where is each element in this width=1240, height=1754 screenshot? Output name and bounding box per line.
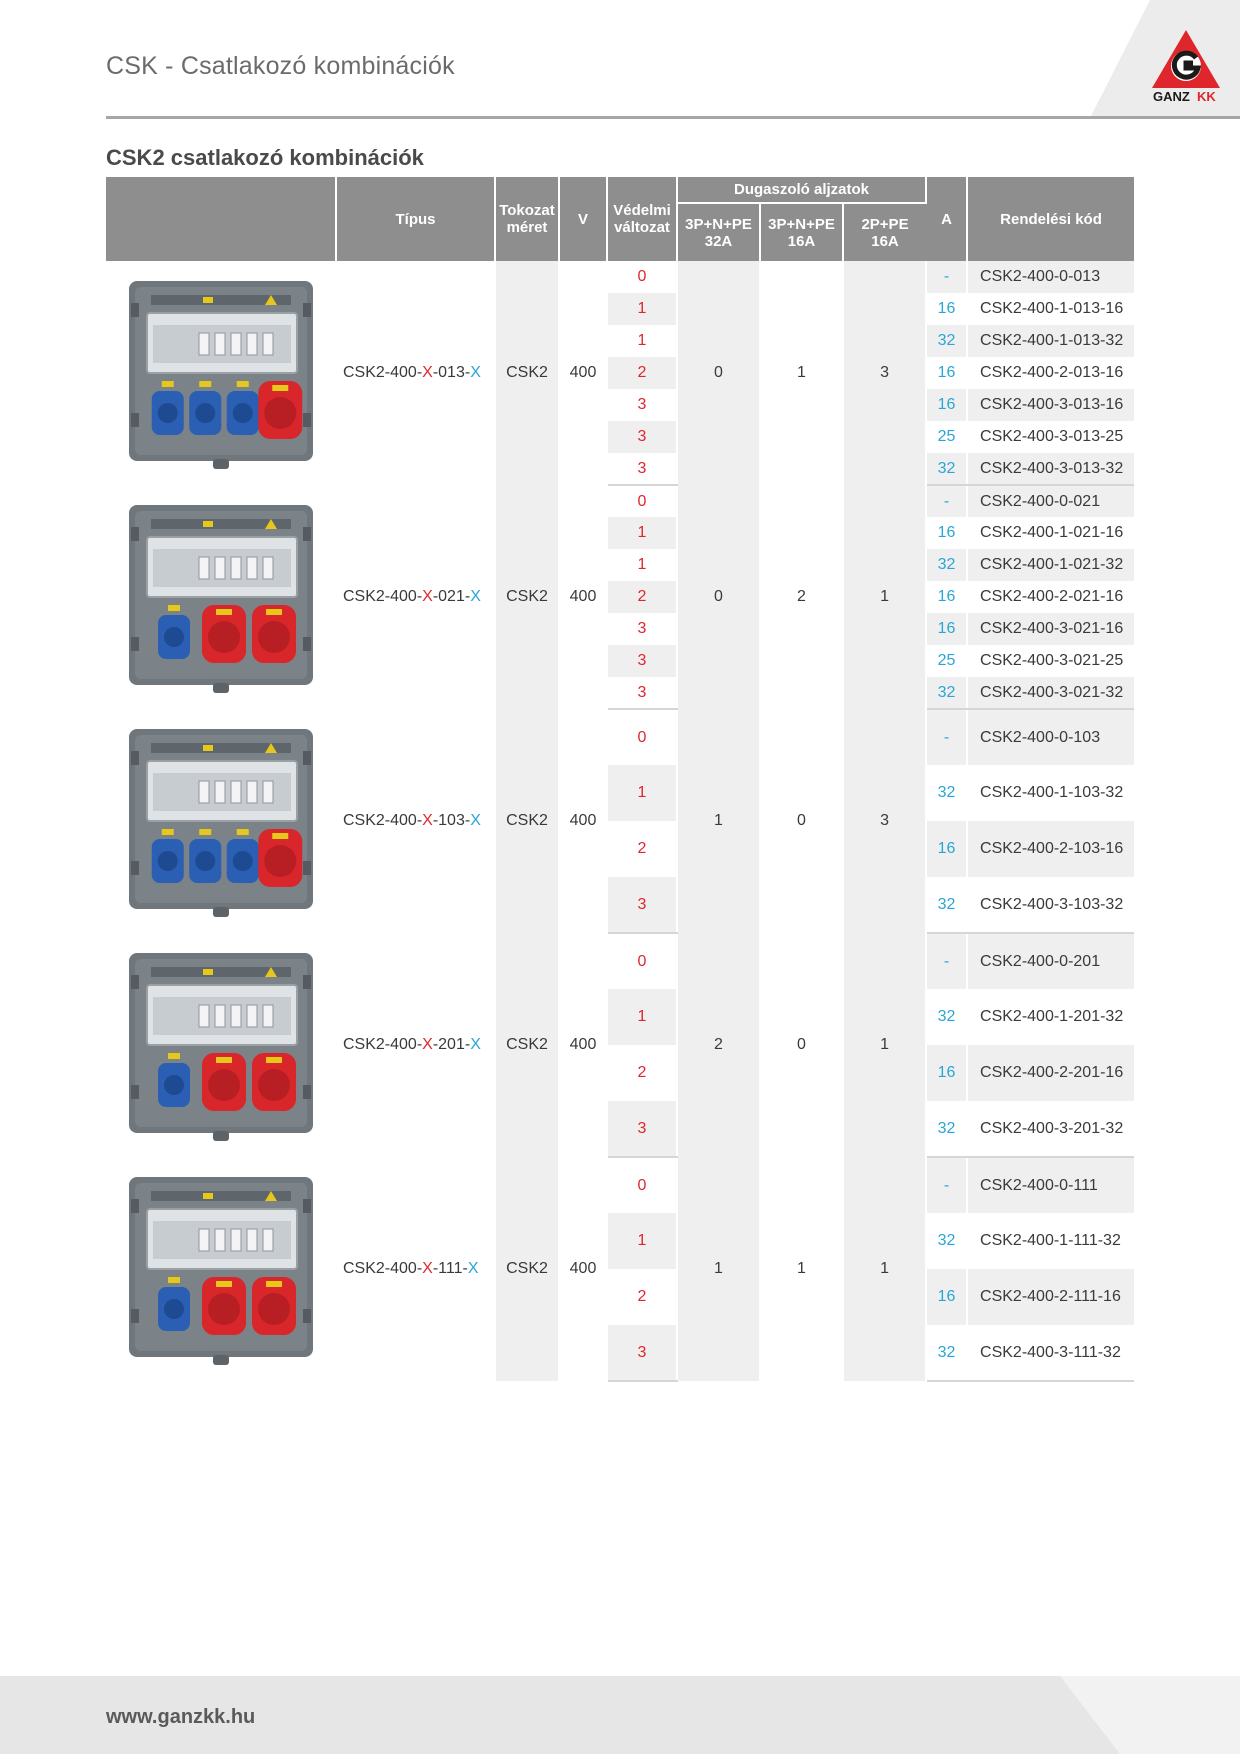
enclosure-image [121, 497, 321, 697]
header-amp: A [926, 177, 967, 261]
amp-cell: 16 [926, 581, 967, 613]
product-image-cell [106, 485, 336, 709]
amp-cell: 32 [926, 1325, 967, 1381]
table-row [106, 485, 1134, 517]
order-code-cell: CSK2-400-0-021 [967, 485, 1134, 517]
product-image-cell [106, 933, 336, 1157]
amp-cell: 25 [926, 645, 967, 677]
voltage-cell: 400 [559, 709, 607, 933]
socket-2p-16a-cell: 3 [843, 261, 926, 485]
amp-cell: 32 [926, 677, 967, 709]
order-code-cell: CSK2-400-0-103 [967, 709, 1134, 765]
header-divider [106, 116, 1240, 119]
protection-cell: 3 [607, 613, 677, 645]
voltage-cell: 400 [559, 933, 607, 1157]
type-part-prefix: CSK2-400- [343, 588, 423, 605]
order-code-cell: CSK2-400-3-013-16 [967, 389, 1134, 421]
voltage-cell: 400 [559, 485, 607, 709]
amp-cell: 32 [926, 325, 967, 357]
type-part-x2: X [470, 812, 481, 829]
table-row [106, 933, 1134, 989]
protection-cell: 3 [607, 677, 677, 709]
protection-cell: 3 [607, 1101, 677, 1157]
amp-cell: 32 [926, 1101, 967, 1157]
type-part-prefix: CSK2-400- [343, 1260, 423, 1277]
header-code: Rendelési kód [967, 177, 1134, 261]
amp-cell: 32 [926, 1213, 967, 1269]
amp-cell: 25 [926, 421, 967, 453]
amp-cell: - [926, 709, 967, 765]
enclosure-image [121, 945, 321, 1145]
socket-3p-32a-cell: 0 [677, 261, 760, 485]
socket-2p-16a-cell: 3 [843, 709, 926, 933]
protection-cell: 2 [607, 581, 677, 613]
amp-cell: 16 [926, 357, 967, 389]
socket-3p-32a-cell: 2 [677, 933, 760, 1157]
protection-cell: 1 [607, 989, 677, 1045]
order-code-cell: CSK2-400-1-021-32 [967, 549, 1134, 581]
socket-3p-16a-cell: 0 [760, 933, 843, 1157]
socket-2p-16a-cell: 1 [843, 485, 926, 709]
header-housing: Tokozat méret [495, 177, 559, 261]
header-protection: Védelmi változat [607, 177, 677, 261]
type-cell [336, 261, 495, 485]
socket-3p-16a-cell: 2 [760, 485, 843, 709]
amp-cell: 32 [926, 453, 967, 485]
protection-cell: 2 [607, 357, 677, 389]
type-part-x2: X [470, 1036, 481, 1053]
table-row [106, 261, 1134, 293]
socket-2p-16a-cell: 1 [843, 933, 926, 1157]
protection-cell: 1 [607, 325, 677, 357]
logo-text-accent: KK [1197, 89, 1216, 104]
section-title: CSK2 csatlakozó kombinációk [106, 145, 424, 170]
type-part-x2: X [470, 588, 481, 605]
type-part-mid: -201- [432, 1036, 471, 1053]
order-code-cell: CSK2-400-2-201-16 [967, 1045, 1134, 1101]
type-part-mid: -103- [432, 812, 471, 829]
order-code-cell: CSK2-400-1-013-16 [967, 293, 1134, 325]
order-code-cell: CSK2-400-3-021-25 [967, 645, 1134, 677]
housing-cell: CSK2 [495, 261, 559, 485]
header-socket-3p-32a: 3P+N+PE 32A [677, 203, 760, 261]
type-part-x1: X [422, 1036, 433, 1053]
order-code-cell: CSK2-400-0-201 [967, 933, 1134, 989]
logo-text: GANZ [1153, 89, 1190, 104]
type-part-x1: X [422, 588, 433, 605]
socket-3p-32a-cell: 1 [677, 709, 760, 933]
product-image-cell [106, 709, 336, 933]
order-code-cell: CSK2-400-1-103-32 [967, 765, 1134, 821]
order-code-cell: CSK2-400-3-201-32 [967, 1101, 1134, 1157]
amp-cell: 16 [926, 613, 967, 645]
protection-cell: 0 [607, 1157, 677, 1213]
housing-cell: CSK2 [495, 933, 559, 1157]
socket-3p-32a-cell: 0 [677, 485, 760, 709]
type-cell [336, 709, 495, 933]
voltage-cell: 400 [559, 1157, 607, 1381]
voltage-cell: 400 [559, 261, 607, 485]
protection-cell: 3 [607, 645, 677, 677]
header-image [106, 177, 336, 261]
order-code-cell: CSK2-400-1-013-32 [967, 325, 1134, 357]
order-code-cell: CSK2-400-3-021-32 [967, 677, 1134, 709]
amp-cell: 16 [926, 1269, 967, 1325]
header-socket-3p-16a: 3P+N+PE 16A [760, 203, 843, 261]
protection-cell: 0 [607, 933, 677, 989]
type-cell [336, 1157, 495, 1381]
type-part-mid: -021- [432, 588, 471, 605]
order-code-cell: CSK2-400-0-013 [967, 261, 1134, 293]
socket-3p-16a-cell: 0 [760, 709, 843, 933]
amp-cell: 32 [926, 549, 967, 581]
page-title: CSK - Csatlakozó kombinációk [106, 52, 455, 80]
header-type: Típus [336, 177, 495, 261]
protection-cell: 2 [607, 1045, 677, 1101]
amp-cell: - [926, 485, 967, 517]
type-part-x1: X [422, 1260, 433, 1277]
enclosure-image [121, 721, 321, 921]
order-code-cell: CSK2-400-0-111 [967, 1157, 1134, 1213]
amp-cell: - [926, 1157, 967, 1213]
socket-3p-32a-cell: 1 [677, 1157, 760, 1381]
type-part-prefix: CSK2-400- [343, 364, 423, 381]
protection-cell: 1 [607, 1213, 677, 1269]
combinations-table [106, 177, 1134, 1382]
order-code-cell: CSK2-400-3-021-16 [967, 613, 1134, 645]
type-part-prefix: CSK2-400- [343, 1036, 423, 1053]
type-part-prefix: CSK2-400- [343, 812, 423, 829]
amp-cell: 16 [926, 293, 967, 325]
order-code-cell: CSK2-400-3-111-32 [967, 1325, 1134, 1381]
type-part-x1: X [422, 812, 433, 829]
product-image-cell [106, 1157, 336, 1381]
header-sockets: Dugaszoló aljzatok [677, 177, 926, 203]
protection-cell: 2 [607, 821, 677, 877]
order-code-cell: CSK2-400-1-111-32 [967, 1213, 1134, 1269]
socket-3p-16a-cell: 1 [760, 1157, 843, 1381]
amp-cell: 16 [926, 821, 967, 877]
amp-cell: - [926, 261, 967, 293]
protection-cell: 0 [607, 485, 677, 517]
protection-cell: 1 [607, 765, 677, 821]
protection-cell: 2 [607, 1269, 677, 1325]
type-cell [336, 485, 495, 709]
table-row [106, 709, 1134, 765]
amp-cell: - [926, 933, 967, 989]
order-code-cell: CSK2-400-3-103-32 [967, 877, 1134, 933]
amp-cell: 32 [926, 989, 967, 1045]
amp-cell: 16 [926, 517, 967, 549]
header-voltage: V [559, 177, 607, 261]
protection-cell: 3 [607, 453, 677, 485]
enclosure-image [121, 1169, 321, 1369]
order-code-cell: CSK2-400-1-201-32 [967, 989, 1134, 1045]
protection-cell: 1 [607, 549, 677, 581]
protection-cell: 1 [607, 517, 677, 549]
housing-cell: CSK2 [495, 485, 559, 709]
amp-cell: 32 [926, 877, 967, 933]
housing-cell: CSK2 [495, 1157, 559, 1381]
type-part-mid: -013- [432, 364, 471, 381]
product-image-cell [106, 261, 336, 485]
socket-2p-16a-cell: 1 [843, 1157, 926, 1381]
enclosure-image [121, 273, 321, 473]
ganz-kk-logo [1150, 28, 1222, 104]
table-row [106, 1157, 1134, 1213]
order-code-cell: CSK2-400-2-021-16 [967, 581, 1134, 613]
type-part-x2: X [467, 1260, 479, 1277]
type-part-mid: -111- [432, 1260, 468, 1277]
amp-cell: 16 [926, 389, 967, 421]
amp-cell: 32 [926, 765, 967, 821]
protection-cell: 3 [607, 389, 677, 421]
protection-cell: 0 [607, 261, 677, 293]
protection-cell: 3 [607, 421, 677, 453]
protection-cell: 1 [607, 293, 677, 325]
type-part-x2: X [470, 364, 481, 381]
header-socket-2p-16a: 2P+PE 16A [843, 203, 926, 261]
protection-cell: 0 [607, 709, 677, 765]
protection-cell: 3 [607, 877, 677, 933]
type-cell [336, 933, 495, 1157]
order-code-cell: CSK2-400-2-111-16 [967, 1269, 1134, 1325]
order-code-cell: CSK2-400-1-021-16 [967, 517, 1134, 549]
order-code-cell: CSK2-400-3-013-25 [967, 421, 1134, 453]
order-code-cell: CSK2-400-2-013-16 [967, 357, 1134, 389]
socket-3p-16a-cell: 1 [760, 261, 843, 485]
footer-url: www.ganzkk.hu [106, 1706, 256, 1728]
order-code-cell: CSK2-400-3-013-32 [967, 453, 1134, 485]
order-code-cell: CSK2-400-2-103-16 [967, 821, 1134, 877]
amp-cell: 16 [926, 1045, 967, 1101]
protection-cell: 3 [607, 1325, 677, 1381]
type-part-x1: X [422, 364, 433, 381]
housing-cell: CSK2 [495, 709, 559, 933]
